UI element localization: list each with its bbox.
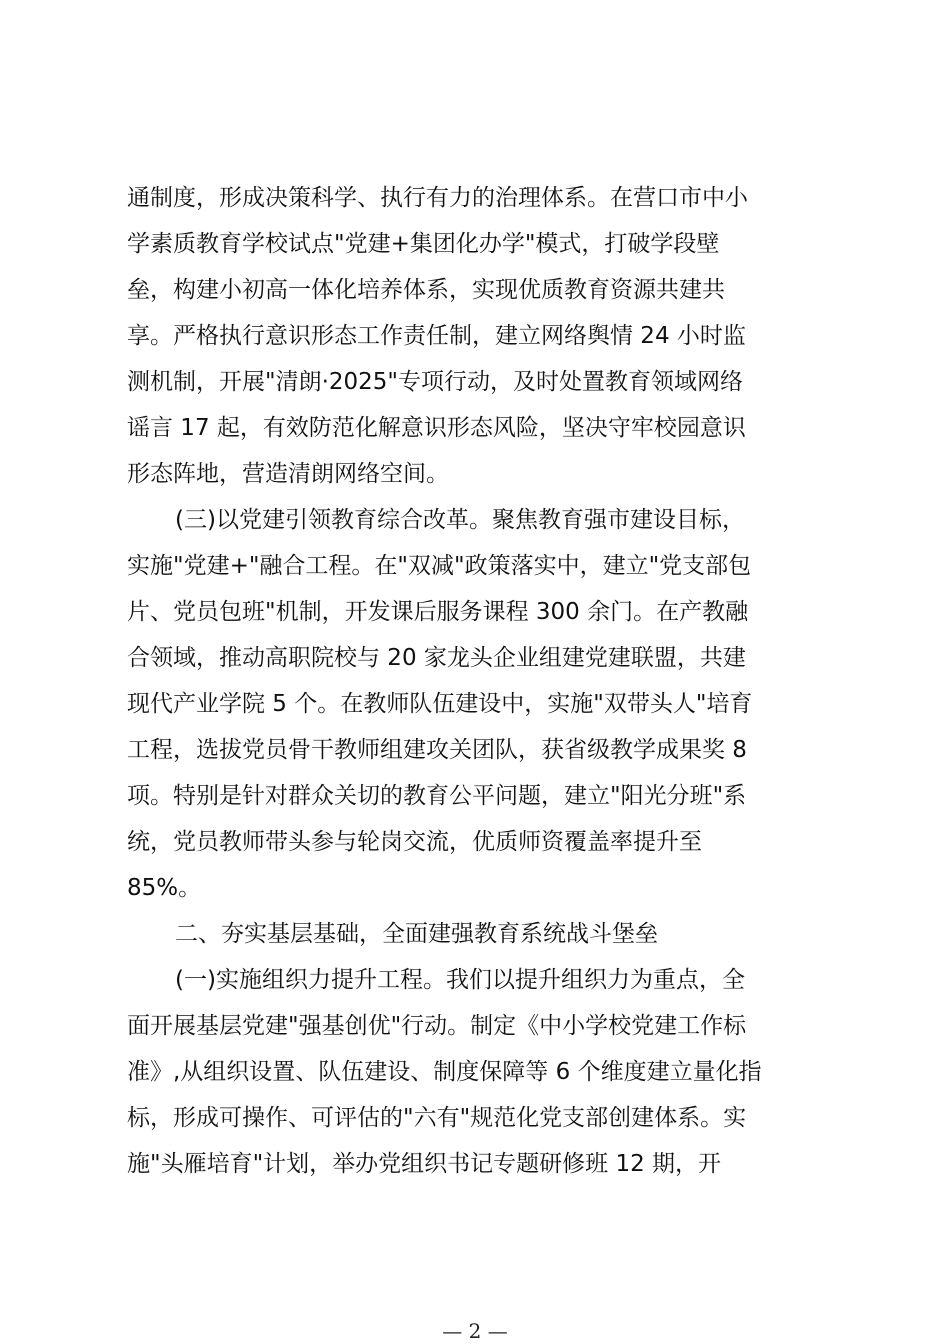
text-line: 标，形成可操作、可评估的"六有"规范化党支部创建体系。实 xyxy=(127,1105,747,1131)
text-line: 学素质教育学校试点"党建+集团化办学"模式，打破学段壁 xyxy=(127,231,720,257)
text-line: 合领域，推动高职院校与 20 家龙头企业组建党建联盟，共建 xyxy=(127,645,746,671)
text-line: 85%。 xyxy=(127,875,202,901)
text-line: 垒，构建小初高一体化培养体系，实现优质教育资源共建共 xyxy=(127,277,725,303)
section-heading-3: (三)以党建引领教育综合改革。聚焦教育强市建设目标， xyxy=(175,507,745,533)
text-line: 形态阵地，营造清朗网络空间。 xyxy=(127,461,449,487)
section-heading-2: 二、夯实基层基础，全面建强教育系统战斗堡垒 xyxy=(175,921,658,947)
subsection-heading-1: (一)实施组织力提升工程。我们以提升组织力为重点，全 xyxy=(175,967,745,993)
text-line: 面开展基层党建"强基创优"行动。制定《中小学校党建工作标 xyxy=(127,1013,747,1039)
text-line: 现代产业学院 5 个。在教师队伍建设中，实施"双带头人"培育 xyxy=(127,691,753,717)
text-line: 施"头雁培育"计划，举办党组织书记专题研修班 12 期，开 xyxy=(127,1151,722,1177)
text-line: 实施"党建+"融合工程。在"双减"政策落实中，建立"党支部包 xyxy=(127,553,752,579)
text-line: 项。特别是针对群众关切的教育公平问题，建立"阳光分班"系 xyxy=(127,783,747,809)
text-line: 享。严格执行意识形态工作责任制，建立网络舆情 24 小时监 xyxy=(127,323,746,349)
text-line: 谣言 17 起，有效防范化解意识形态风险，坚决守牢校园意识 xyxy=(127,415,746,441)
text-line: 工程，选拔党员骨干教师组建攻关团队，获省级教学成果奖 8 xyxy=(127,737,747,763)
text-line: 统，党员教师带头参与轮岗交流，优质师资覆盖率提升至 xyxy=(127,829,702,855)
text-line: 测机制，开展"清朗·2025"专项行动，及时处置教育领域网络 xyxy=(127,369,744,395)
text-line: 准》,从组织设置、队伍建设、制度保障等 6 个维度建立量化指 xyxy=(127,1059,762,1085)
text-line: 通制度，形成决策科学、执行有力的治理体系。在营口市中小 xyxy=(127,185,748,211)
page-number: — 2 — xyxy=(442,1319,508,1343)
text-line: 片、党员包班"机制，开发课后服务课程 300 余门。在产教融 xyxy=(127,599,749,625)
